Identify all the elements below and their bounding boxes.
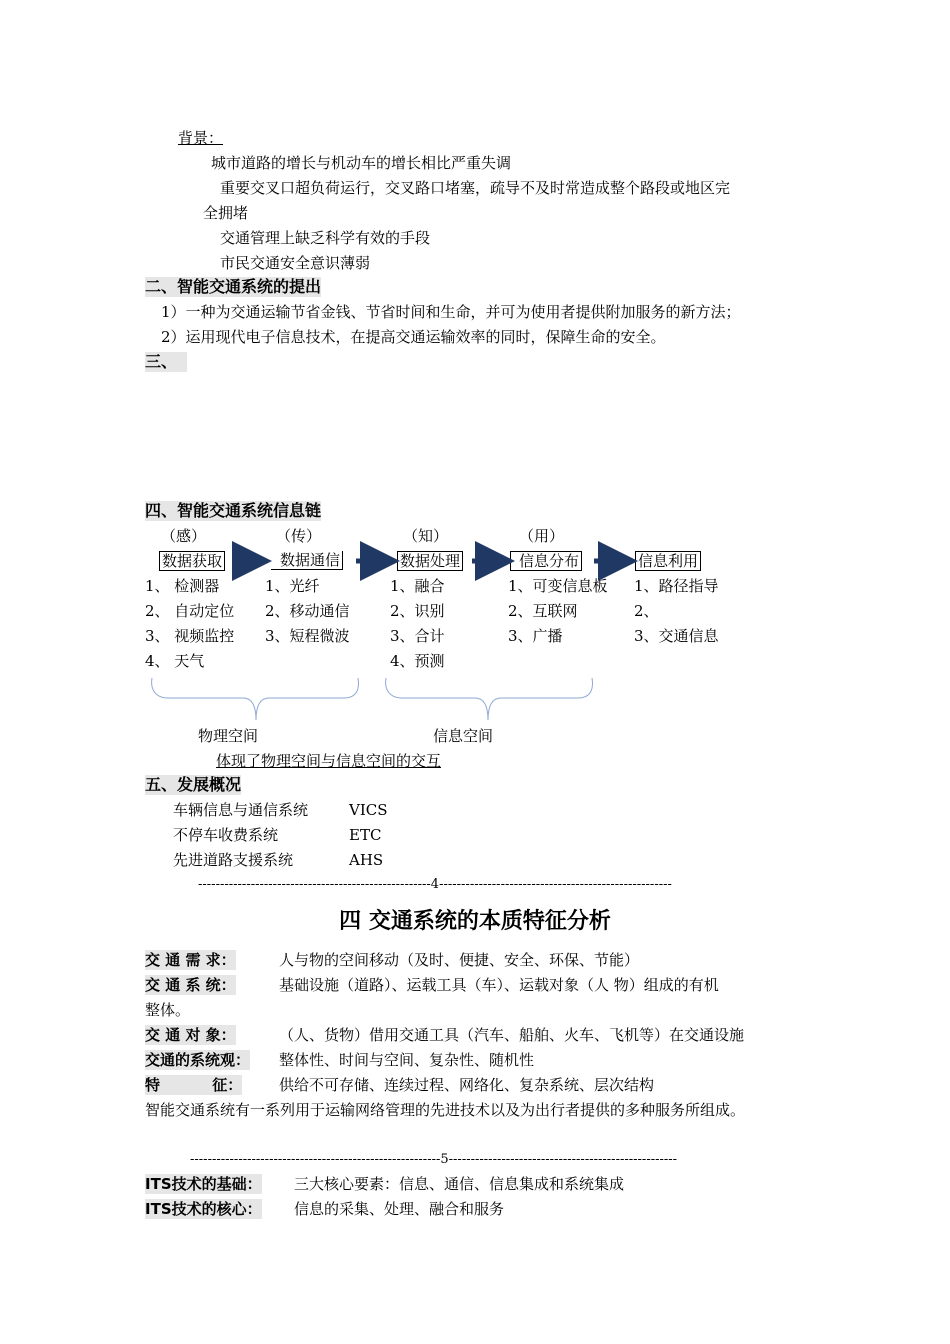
chain-item: 2、 xyxy=(634,602,659,620)
brace-icon xyxy=(386,678,593,720)
stage-tag: （传） xyxy=(276,527,322,545)
chain-item: 3、广播 xyxy=(508,627,563,645)
chain-item: 4、 天气 xyxy=(145,652,205,670)
chain-item: 3、交通信息 xyxy=(634,627,719,645)
its-text: 三大核心要素：信息、通信、信息集成和系统集成 xyxy=(294,1175,625,1193)
chain-item: 3、短程微波 xyxy=(265,627,350,645)
stage-tag: （感） xyxy=(161,527,207,545)
stage-tag: （用） xyxy=(519,527,565,545)
term-label: 交 通 系 统： xyxy=(145,976,236,994)
section2-item: 2）运用现代电子信息技术，在提高交通运输效率的同时，保障生命的安全。 xyxy=(161,328,666,346)
term-text: 人与物的空间移动（及时、便捷、安全、环保、节能） xyxy=(279,951,640,969)
section3-title: 三、 xyxy=(145,352,187,372)
section5-title: 五、发展概况 xyxy=(145,775,242,794)
chain-item: 2、互联网 xyxy=(508,602,578,620)
chain-item: 4、预测 xyxy=(390,652,445,670)
term-text: 基础设施（道路）、运载工具（车）、运载对象（人 物）组成的有机 xyxy=(279,976,719,994)
term-text: 整体性、时间与空间、复杂性、随机性 xyxy=(279,1051,535,1069)
stage-box: 数据处理 xyxy=(397,551,463,571)
section2-item: 1）一种为交通运输节省金钱、节省时间和生命，并可为使用者提供附加服务的新方法； xyxy=(161,303,741,321)
its-label: ITS技术的基础： xyxy=(145,1175,262,1193)
chain-item: 1、路径指导 xyxy=(634,577,719,595)
stage-box: 信息利用 xyxy=(635,551,701,571)
section4-title: 四、智能交通系统信息链 xyxy=(145,501,322,520)
term-label: 交通的系统观： xyxy=(145,1051,251,1069)
term-text: 供给不可存储、连续过程、网络化、复杂系统、层次结构 xyxy=(279,1076,655,1094)
background-item: 重要交叉口超负荷运行，交叉路口堵塞，疏导不及时常造成整个路段或地区完 xyxy=(220,179,731,197)
chain-item: 1、可变信息板 xyxy=(508,577,608,595)
its-text: 信息的采集、处理、融合和服务 xyxy=(294,1200,505,1218)
system-abbr: AHS xyxy=(349,851,384,869)
brace-icon xyxy=(152,678,359,720)
chain-item: 3、合计 xyxy=(390,627,445,645)
chapter-footer: 智能交通系统有一系列用于运输网络管理的先进技术以及为出行者提供的多种服务所组成。 xyxy=(145,1101,746,1119)
chain-item: 1、 检测器 xyxy=(145,577,220,595)
chain-item: 2、 自动定位 xyxy=(145,602,235,620)
section2-title: 二、智能交通系统的提出 xyxy=(145,277,322,296)
term-label: 特 征： xyxy=(145,1076,243,1094)
term-text: （人、货物）借用交通工具（汽车、船舶、火车、飞机等）在交通设施 xyxy=(279,1026,745,1044)
brace-label: 物理空间 xyxy=(198,727,259,745)
chain-item: 1、光纤 xyxy=(265,577,320,595)
system-abbr: VICS xyxy=(349,801,388,819)
section4-summary: 体现了物理空间与信息空间的交互 xyxy=(216,752,442,770)
page-separator: ---------------------------------------------------------5---------------------------------------------------- xyxy=(190,1152,678,1167)
chain-item: 2、识别 xyxy=(390,602,445,620)
background-item: 交通管理上缺乏科学有效的手段 xyxy=(220,229,431,247)
chain-item: 2、移动通信 xyxy=(265,602,350,620)
brace-label: 信息空间 xyxy=(433,727,494,745)
system-name: 先进道路支援系统 xyxy=(173,851,294,869)
term-label: 交 通 对 象： xyxy=(145,1026,236,1044)
chain-item: 1、融合 xyxy=(390,577,445,595)
stage-box: 信息分布 xyxy=(510,551,582,571)
its-label: ITS技术的核心： xyxy=(145,1200,262,1218)
chain-item: 3、 视频监控 xyxy=(145,627,235,645)
page-separator: -----------------------------------------------------4----------------------------------------------------- xyxy=(198,877,672,892)
background-item: 城市道路的增长与机动车的增长相比严重失调 xyxy=(211,154,512,172)
system-name: 不停车收费系统 xyxy=(173,826,279,844)
stage-box: 数据获取 xyxy=(159,551,225,571)
term-label: 交 通 需 求： xyxy=(145,951,236,969)
background-item: 市民交通安全意识薄弱 xyxy=(220,254,371,272)
background-item: 全拥堵 xyxy=(203,204,249,222)
system-name: 车辆信息与通信系统 xyxy=(173,801,309,819)
term-text: 整体。 xyxy=(145,1001,191,1019)
stage-box: 数据通信 xyxy=(271,551,343,570)
stage-tag: （知） xyxy=(403,527,449,545)
background-heading: 背景： xyxy=(178,129,224,147)
system-abbr: ETC xyxy=(349,826,382,844)
chapter-title: 四 交通系统的本质特征分析 xyxy=(339,909,611,934)
